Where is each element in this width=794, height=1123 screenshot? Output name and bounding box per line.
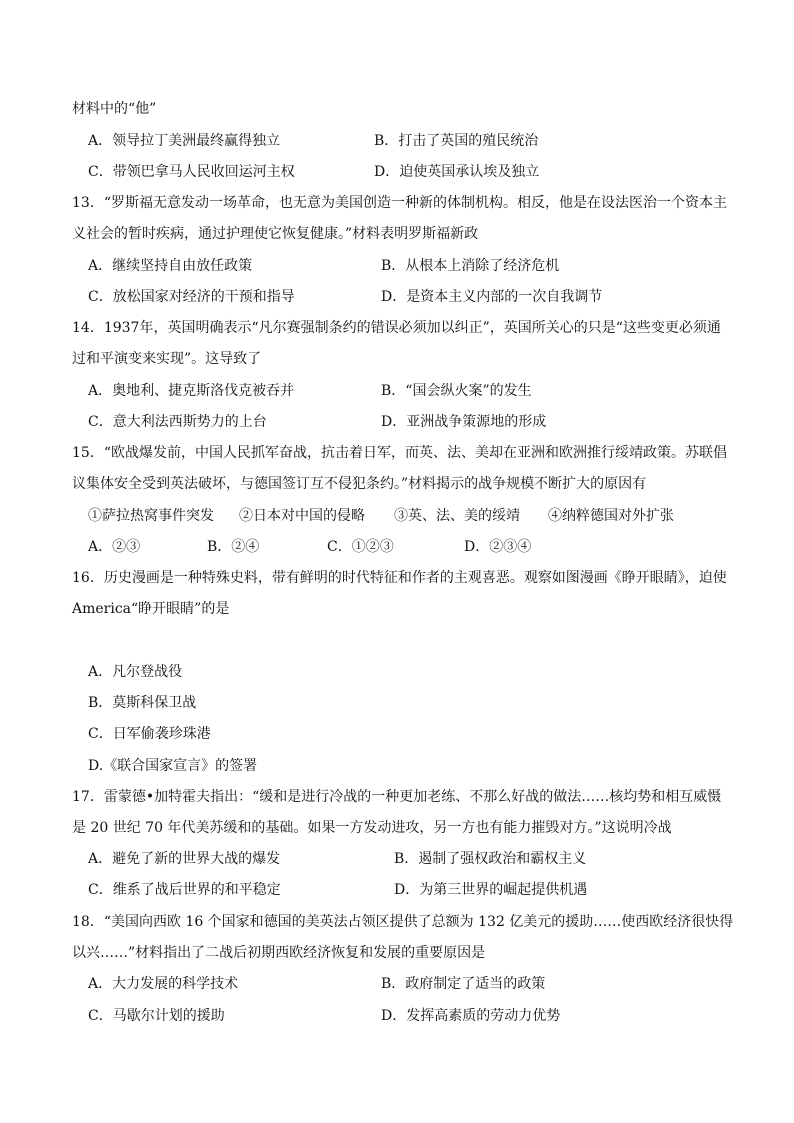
q15-option-a: A．②③ <box>88 539 141 555</box>
q13-option-c: C．放松国家对经济的干预和指导 <box>88 289 295 305</box>
q13-stem-line2: 义社会的暂时疾病，通过护理使它恢复健康。”材料表明罗斯福新政 <box>72 226 479 242</box>
q17-option-a: A．避免了新的世界大战的爆发 <box>88 851 281 867</box>
q14-stem-line1: 14．1937年，英国明确表示“凡尔赛强制条约的错误必须加以纠正”，英国所关心的只是“这些变更必须通 <box>72 320 721 336</box>
q13-option-d: D．是资本主义内部的一次自我调节 <box>381 289 603 305</box>
q15-item-1: ①萨拉热窝事件突发 <box>88 508 214 524</box>
q13-option-b: B．从根本上消除了经济危机 <box>381 258 560 274</box>
q14-option-c: C．意大利法西斯势力的上台 <box>88 414 267 430</box>
q18-option-d: D．发挥高素质的劳动力优势 <box>381 1008 561 1024</box>
q16-stem-line2: America“睁开眼睛”的是 <box>72 601 230 617</box>
q18-stem-line1: 18．“美国向西欧 16 个国家和德国的美英法占领区提供了总额为 132 亿美元的援助……使西欧经济很快得 <box>72 914 734 930</box>
q16-option-a: A．凡尔登战役 <box>88 664 183 680</box>
q16-option-c: C．日军偷袭珍珠港 <box>88 726 211 742</box>
q15-stem-line1: 15．“欧战爆发前，中国人民抓军奋战，抗击着日军，而英、法、美却在亚洲和欧洲推行绥靖政策。苏联倡 <box>72 445 727 461</box>
q13-option-a: A．继续坚持自由放任政策 <box>88 258 253 274</box>
q16-stem-line1: 16．历史漫画是一种特殊史料，带有鲜明的时代特征和作者的主观喜恶。观察如图漫画《睁开眼睛》，迫使 <box>72 570 727 586</box>
q17-stem-line2: 是 20 世纪 70 年代美苏缓和的基础。如果一方发动进攻，另一方也有能力摧毁对方。”这说明冷战 <box>72 820 672 836</box>
q15-option-c: C．①②③ <box>327 539 394 555</box>
q18-option-c: C．马歇尔计划的援助 <box>88 1008 225 1024</box>
q12-stem-tail: 材料中的“他” <box>72 101 157 117</box>
q16-option-d: D.《联合国家宣言》的签署 <box>88 758 258 774</box>
q12-option-d: D．迫使英国承认埃及独立 <box>374 164 540 180</box>
q15-option-d: D．②③④ <box>464 539 532 555</box>
q15-item-4: ④纳粹德国对外扩张 <box>548 508 674 524</box>
q18-option-a: A．大力发展的科学技术 <box>88 976 239 992</box>
q17-option-b: B．遏制了强权政治和霸权主义 <box>394 851 587 867</box>
q18-stem-line2: 以兴……”材料指出了二战后初期西欧经济恢复和发展的重要原因是 <box>72 945 486 961</box>
q14-option-b: B．“国会纵火案”的发生 <box>381 383 532 399</box>
q14-option-d: D．亚洲战争策源地的形成 <box>381 414 547 430</box>
q12-option-b: B．打击了英国的殖民统治 <box>374 133 539 149</box>
q17-option-d: D．为第三世界的崛起提供机遇 <box>394 882 588 898</box>
q14-stem-line2: 过和平演变来实现”。这导致了 <box>72 351 262 367</box>
q15-item-2: ②日本对中国的侵略 <box>239 508 365 524</box>
q12-option-a: A．领导拉丁美洲最终赢得独立 <box>88 133 281 149</box>
q15-stem-line2: 议集体安全受到英法破坏，与德国签订互不侵犯条约。”材料揭示的战争规模不断扩大的原因有 <box>72 476 647 492</box>
q15-item-3: ③英、法、美的绥靖 <box>394 508 520 524</box>
q14-option-a: A．奥地利、捷克斯洛伐克被吞并 <box>88 383 295 399</box>
q13-stem-line1: 13．“罗斯福无意发动一场革命，也无意为美国创造一种新的体制机构。相反，他是在设法医治一个资本主 <box>72 195 727 211</box>
q15-option-b: B．②④ <box>207 539 260 555</box>
q16-option-b: B．莫斯科保卫战 <box>88 695 197 711</box>
q18-option-b: B．政府制定了适当的政策 <box>381 976 546 992</box>
q12-option-c: C．带领巴拿马人民收回运河主权 <box>88 164 295 180</box>
q17-option-c: C．维系了战后世界的和平稳定 <box>88 882 281 898</box>
q17-stem-line1: 17．雷蒙德•加特霍夫指出：“缓和是进行冷战的一种更加老练、不那么好战的做法……核均势和相互威慑 <box>72 789 722 805</box>
